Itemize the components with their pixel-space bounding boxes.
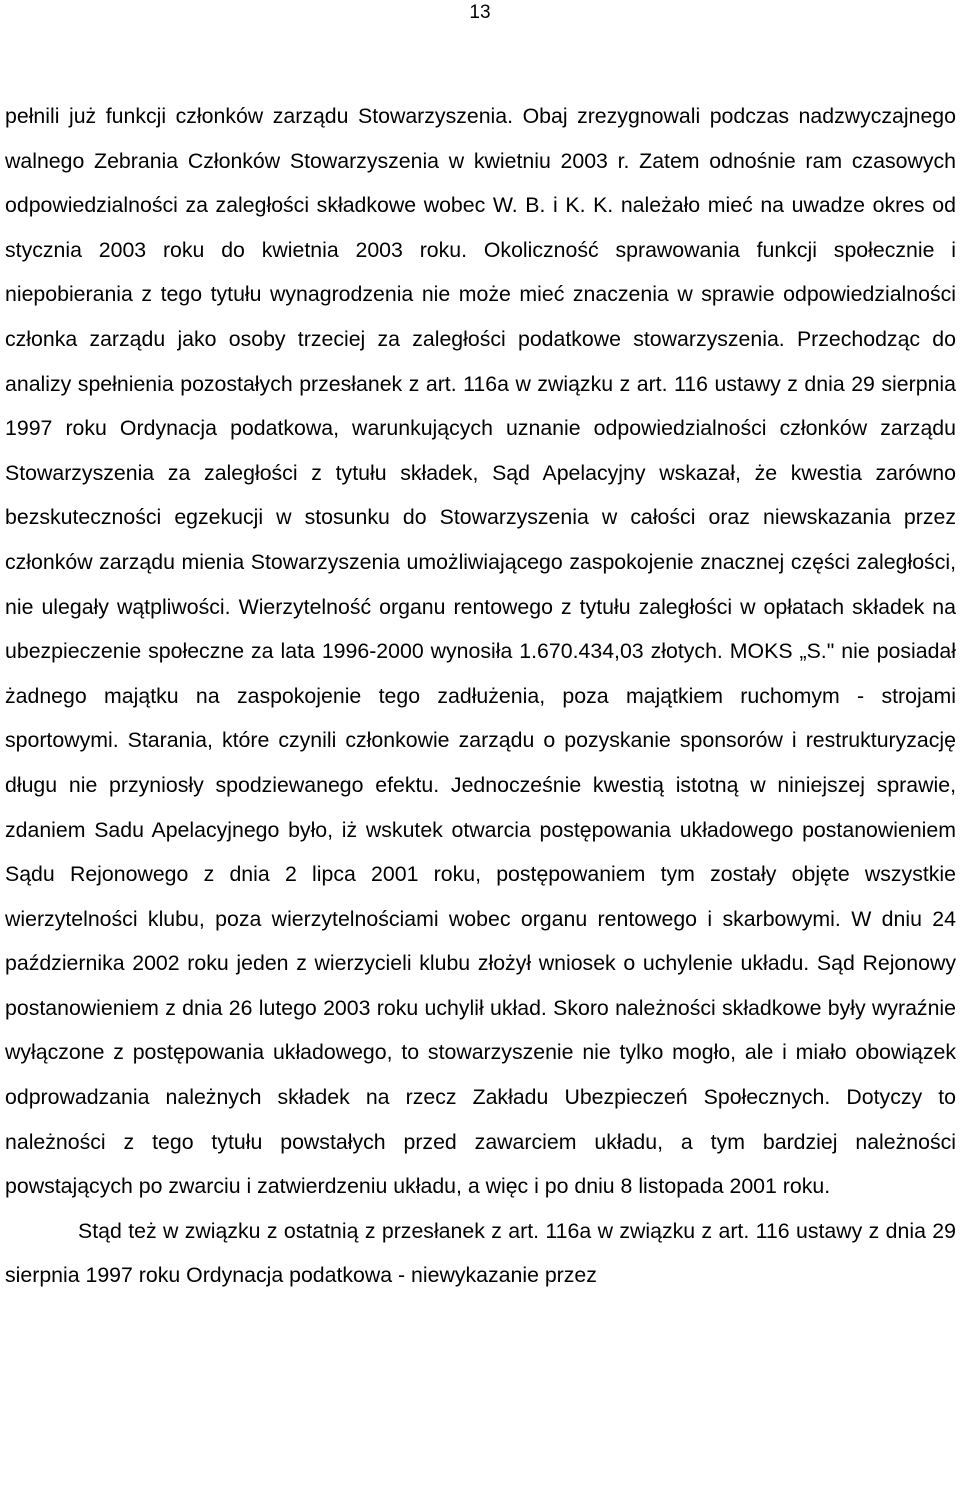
document-body bbox=[5, 94, 956, 1298]
page-number: 13 bbox=[469, 2, 491, 23]
paragraph-2: Stąd też w związku z ostatnią z przesłanek z art. 116a w związku z art. 116 ustawy z dnia 29 sierpnia 1997 roku Ordynacja podatkowa - niewykazanie przez bbox=[5, 1218, 956, 1288]
paragraph-1: pełnili już funkcji członków zarządu Stowarzyszenia. Obaj zrezygnowali podczas nadzwyczajnego walnego Zebrania Członków Stowarzyszenia w kwietniu 2003 r. Zatem odnośnie ram czasowych odpowiedzialności za zaległości składkowe wobec W. B. i K. K. należało mieć na uwadze okres od stycznia 2003 roku do kwietnia 2003 roku. Okoliczność sprawowania funkcji społecznie i niepobierania z tego tytułu wynagrodzenia nie może mieć znaczenia w sprawie odpowiedzialności członka zarządu jako osoby trzeciej za zaległości podatkowe stowarzyszenia. Przechodząc do analizy spełnienia pozostałych przesłanek z art. 116a w związku z art. 116 ustawy z dnia 29 sierpnia 1997 roku Ordynacja podatkowa, warunkujących uznanie odpowiedzialności członków zarządu Stowarzyszenia za zaległości z tytułu składek, Sąd Apelacyjny wskazał, że kwestia zarówno bezskuteczności egzekucji w stosunku do Stowarzyszenia w całości oraz niewskazania przez członków zarządu mienia Stowarzyszenia umożliwiającego zaspokojenie znacznej części zaległości, nie ulegały wątpliwości. Wierzytelność organu rentowego z tytułu zaległości w opłatach składek na ubezpieczenie społeczne za lata 1996-2000 wynosiła 1.670.434,03 złotych. MOKS „S." nie posiadał żadnego majątku na zaspokojenie tego zadłużenia, poza majątkiem ruchomym - strojami sportowymi. Starania, które czynili członkowie zarządu o pozyskanie sponsorów i restrukturyzację długu nie przyniosły spodziewanego efektu. Jednocześnie kwestią istotną w niniejszej sprawie, zdaniem Sadu Apelacyjnego było, iż wskutek otwarcia postępowania układowego postanowieniem Sądu Rejonowego z dnia 2 lipca 2001 roku, postępowaniem tym zostały objęte wszystkie wierzytelności klubu, poza wierzytelnościami wobec organu rentowego i skarbowymi. W dniu 24 października 2002 roku jeden z wierzycieli klubu złożył wniosek o uchylenie układu. Sąd Rejonowy postanowieniem z dnia 26 lutego 2003 roku uchylił układ. Skoro należności składkowe były wyraźnie wyłączone z postępowania układowego, to stowarzyszenie nie tylko mogło, ale i miało obowiązek odprowadzania należnych składek na rzecz Zakładu Ubezpieczeń Społecznych. Dotyczy to należności z tego tytułu powstałych przed zawarciem układu, a tym bardziej należności powstających po zwarciu i zatwierdzeniu układu, a więc i po dniu 8 listopada 2001 roku. bbox=[5, 104, 956, 1199]
